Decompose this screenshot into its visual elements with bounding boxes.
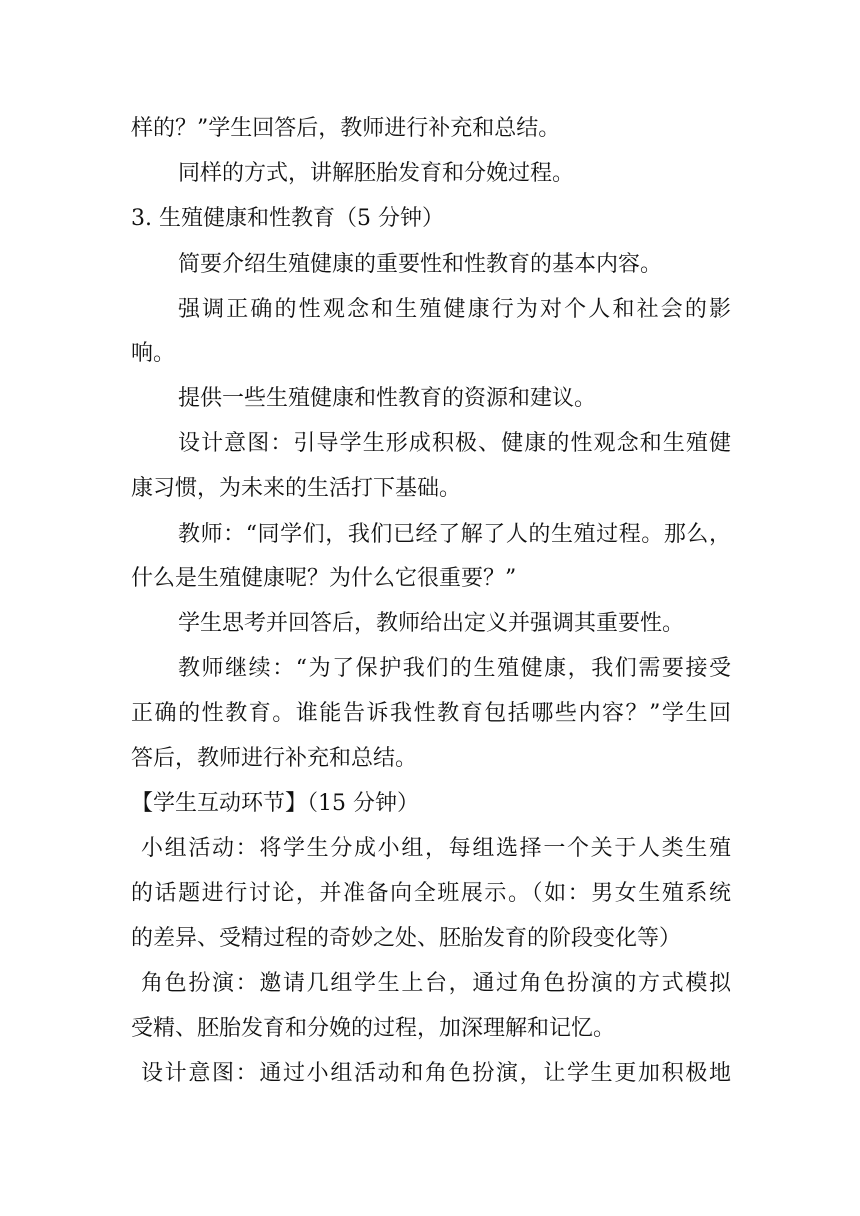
paragraph-line: 同样的方式，讲解胚胎发育和分娩过程。 — [178, 161, 575, 186]
paragraph-line: 简要介绍生殖健康的重要性和性教育的基本内容。 — [178, 252, 663, 277]
paragraph-line: 教师继续：“为了保护我们的生殖健康，我们需要接受 — [178, 656, 731, 681]
paragraph-line: 康习惯，为未来的生活打下基础。 — [131, 476, 462, 501]
paragraph-line: 的差异、受精过程的奇妙之处、胚胎发育的阶段变化等） — [131, 926, 682, 951]
paragraph-line: 提供一些生殖健康和性教育的资源和建议。 — [178, 386, 597, 411]
paragraph-line: 样的？”学生回答后，教师进行补充和总结。 — [131, 116, 561, 141]
paragraph-line: 受精、胚胎发育和分娩的过程，加深理解和记忆。 — [131, 1016, 616, 1041]
paragraph-line: 角色扮演：邀请几组学生上台，通过角色扮演的方式模拟 — [141, 971, 731, 996]
paragraph-line: 设计意图：引导学生形成积极、健康的性观念和生殖健 — [178, 431, 731, 456]
section-heading: 【学生互动环节】（15 分钟） — [131, 791, 419, 816]
paragraph-line: 学生思考并回答后，教师给出定义并强调其重要性。 — [178, 611, 685, 636]
paragraph-line: 响。 — [131, 341, 176, 366]
paragraph-line: 什么是生殖健康呢？为什么它很重要？” — [131, 566, 517, 591]
paragraph-line: 的话题进行讨论，并准备向全班展示。（如：男女生殖系统 — [131, 881, 731, 906]
paragraph-line: 正确的性教育。谁能告诉我性教育包括哪些内容？”学生回 — [131, 701, 731, 726]
section-heading: 3. 生殖健康和性教育（5 分钟） — [131, 206, 444, 231]
paragraph-line: 答后，教师进行补充和总结。 — [131, 746, 418, 771]
paragraph-line: 教师：“同学们，我们已经了解了人的生殖过程。那么， — [178, 522, 731, 547]
paragraph-line: 设计意图：通过小组活动和角色扮演，让学生更加积极地 — [141, 1061, 731, 1086]
paragraph-line: 小组活动：将学生分成小组，每组选择一个关于人类生殖 — [141, 836, 731, 861]
paragraph-line: 强调正确的性观念和生殖健康行为对个人和社会的影 — [178, 297, 731, 322]
